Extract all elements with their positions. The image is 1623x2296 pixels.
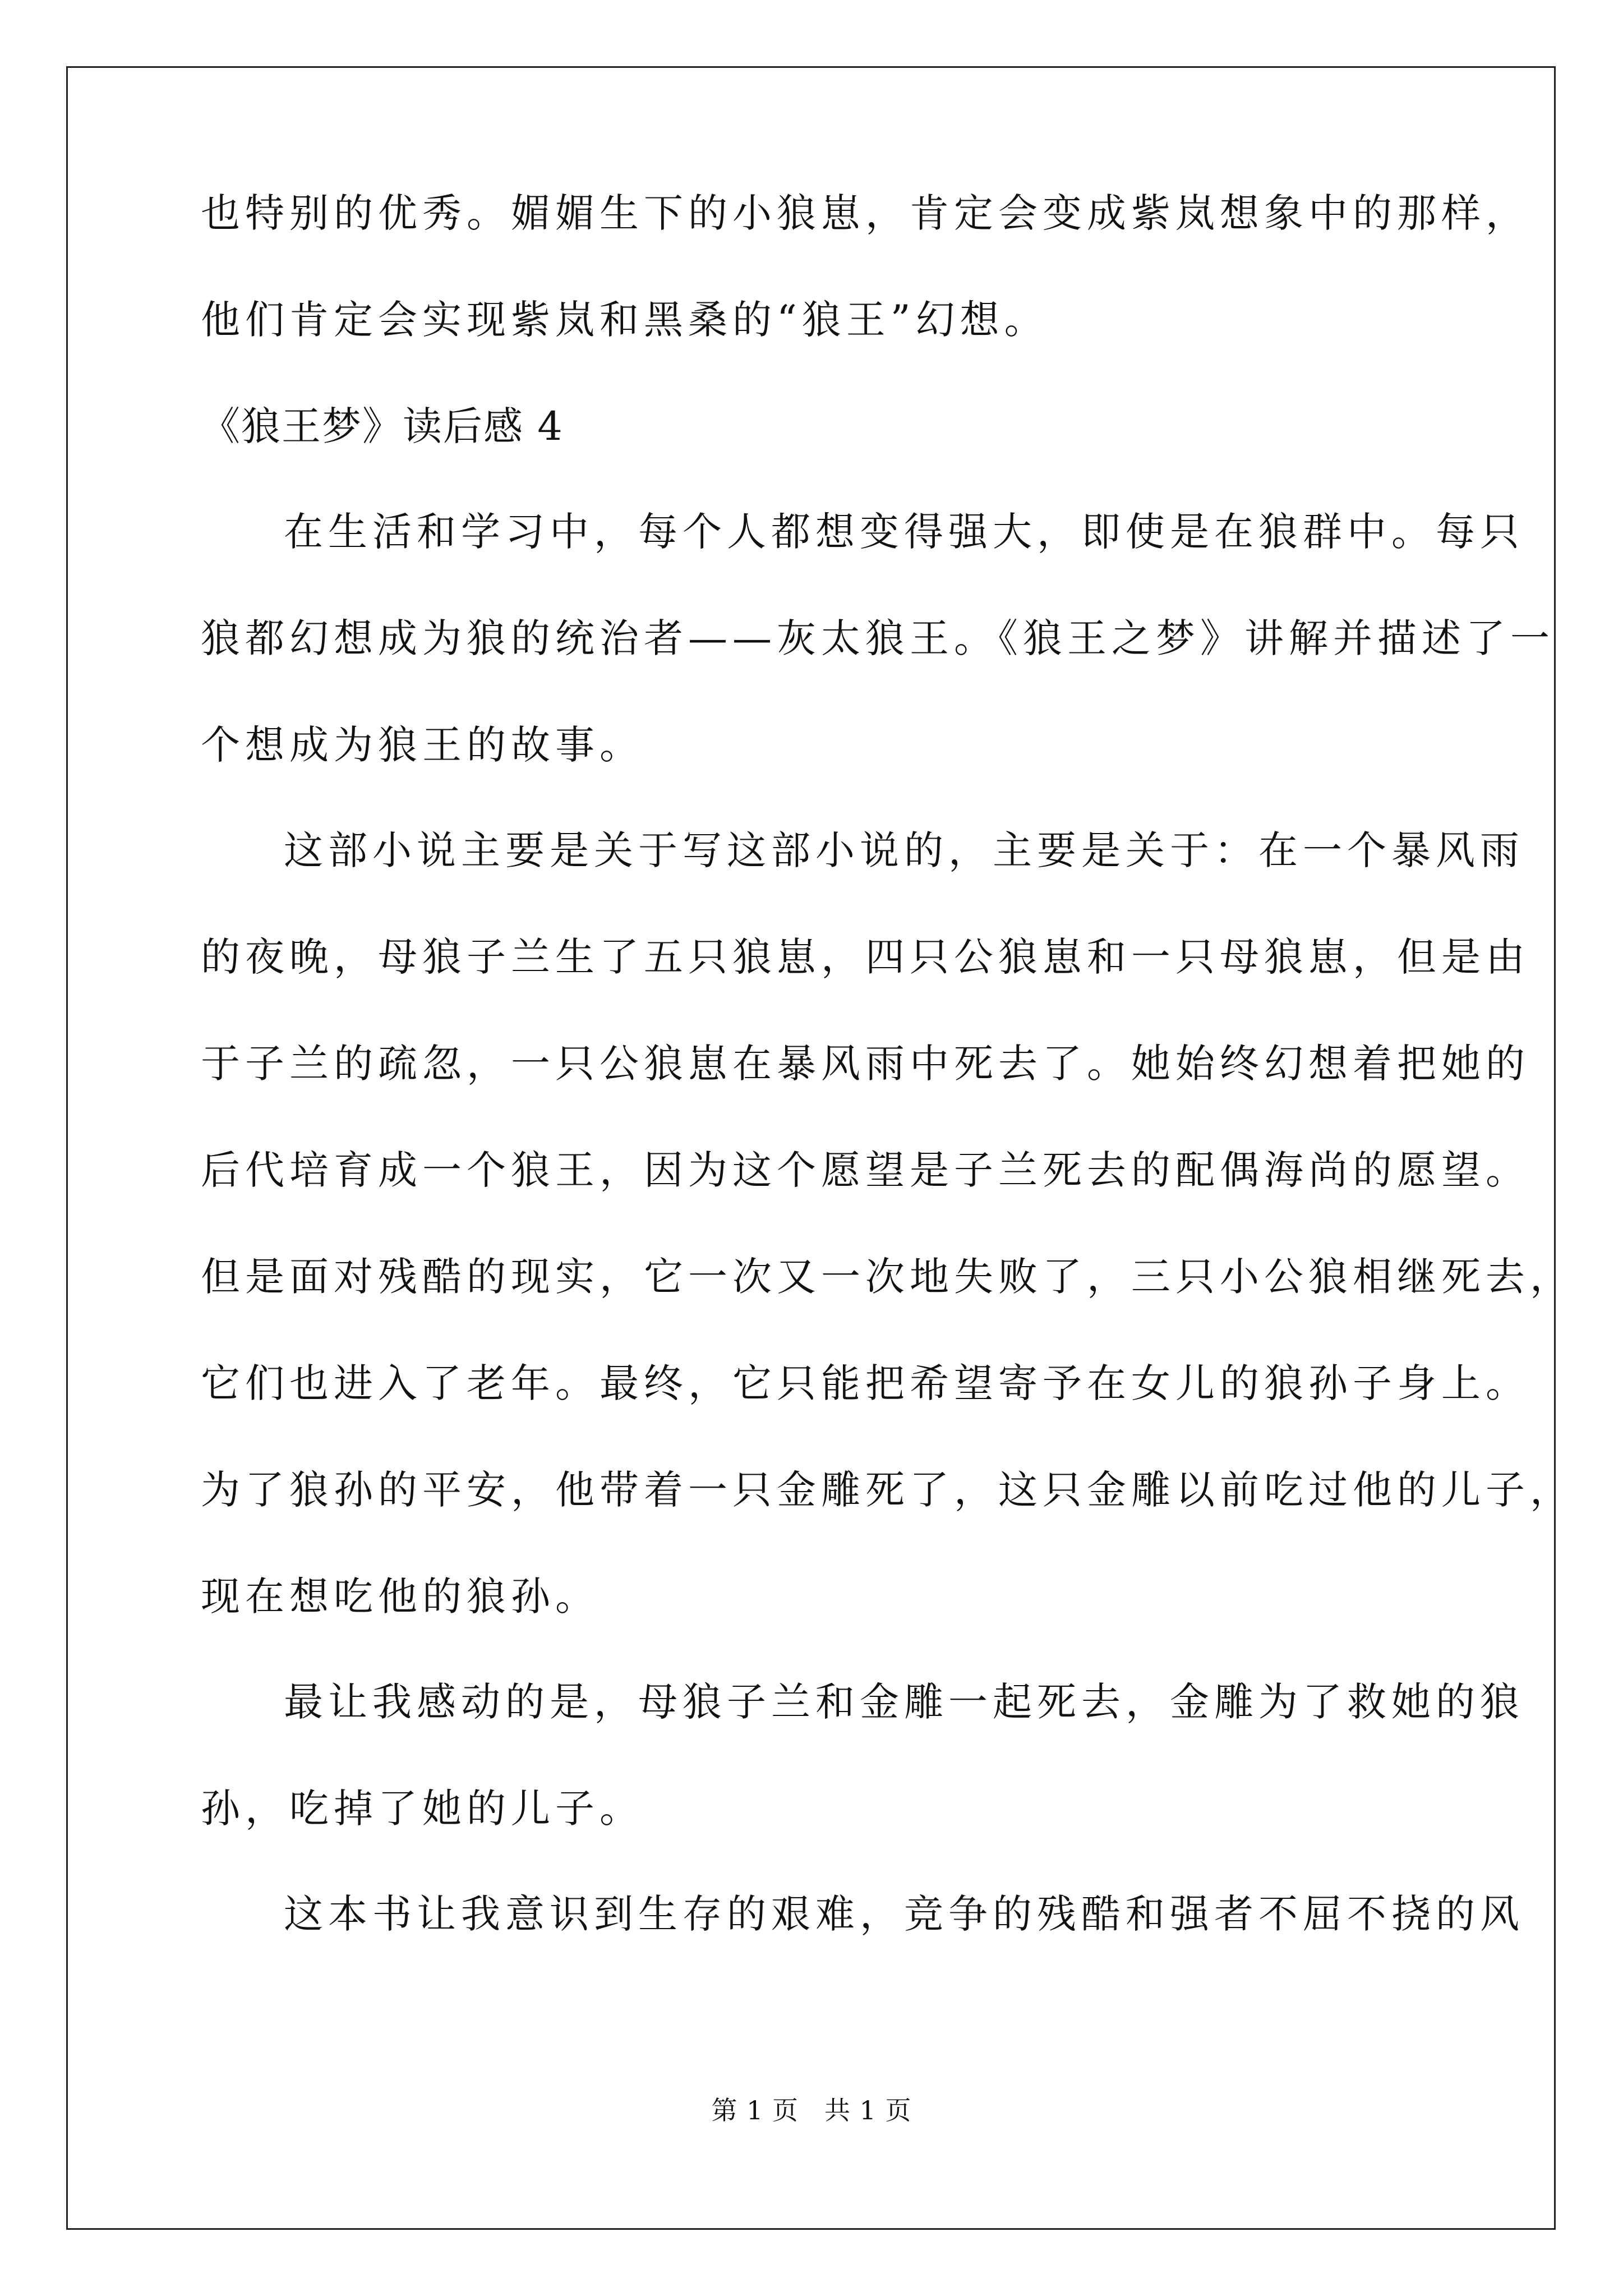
section-heading: 《狼王梦》读后感 4 <box>201 403 564 449</box>
text-line: 个想成为狼王的故事。 <box>201 722 644 768</box>
page-footer <box>0 2093 1623 2127</box>
text-line: 孙，吃掉了她的儿子。 <box>201 1786 644 1832</box>
text-line: 于子兰的疏忽，一只公狼崽在暴风雨中死去了。她始终幻想着把她的 <box>201 1041 1530 1087</box>
text-line: 狼都幻想成为狼的统治者——灰太狼王。《狼王之梦》讲解并描述了一 <box>201 615 1555 661</box>
text-line: 他们肯定会实现紫岚和黑桑的“狼王”幻想。 <box>201 297 1049 343</box>
paragraph-first-line: 在生活和学习中，每个人都想变得强大，即使是在狼群中。每只 <box>284 509 1524 555</box>
text-line: 但是面对残酷的现实，它一次又一次地失败了，三只小公狼相继死去， <box>201 1254 1574 1300</box>
text-line: 它们也进入了老年。最终，它只能把希望寄予在女儿的狼孙子身上。 <box>201 1360 1530 1406</box>
paragraph-first-line: 这本书让我意识到生存的艰难，竞争的残酷和强者不屈不挠的风 <box>284 1891 1524 1937</box>
paragraph-first-line: 这部小说主要是关于写这部小说的，主要是关于：在一个暴风雨 <box>284 827 1524 873</box>
page-number-current: 第 1 页 <box>711 2095 799 2125</box>
text-line: 也特别的优秀。媚媚生下的小狼崽，肯定会变成紫岚想象中的那样， <box>201 190 1530 236</box>
page-number-total: 共 1 页 <box>824 2095 912 2125</box>
text-line: 现在想吃他的狼孙。 <box>201 1573 600 1619</box>
paragraph-first-line: 最让我感动的是，母狼子兰和金雕一起死去，金雕为了救她的狼 <box>284 1679 1524 1725</box>
text-line: 为了狼孙的平安，他带着一只金雕死了，这只金雕以前吃过他的儿子， <box>201 1467 1574 1513</box>
text-line: 的夜晚，母狼子兰生了五只狼崽，四只公狼崽和一只母狼崽，但是由 <box>201 934 1530 980</box>
text-line: 后代培育成一个狼王，因为这个愿望是子兰死去的配偶海尚的愿望。 <box>201 1147 1530 1193</box>
